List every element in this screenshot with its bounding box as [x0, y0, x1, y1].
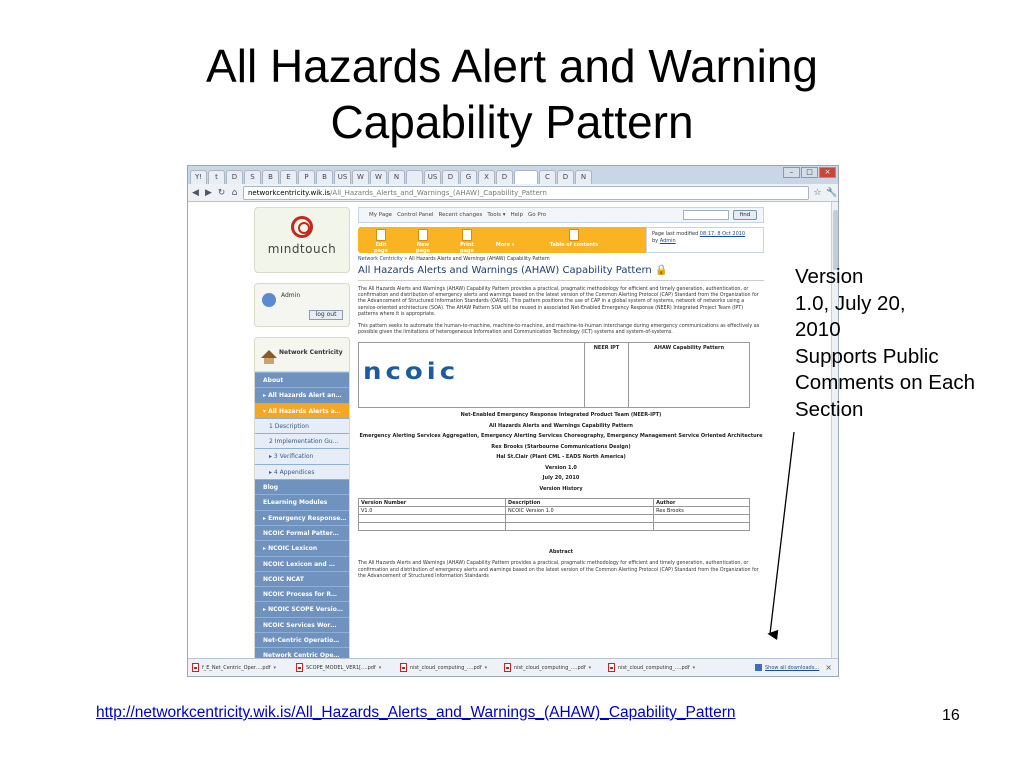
- download-menu-caret-icon[interactable]: ▾: [588, 664, 592, 671]
- page-title: [358, 265, 764, 281]
- top-nav-item[interactable]: My Page: [369, 212, 393, 218]
- sidebar-item[interactable]: ▸ All Hazards Alert an…: [255, 387, 349, 402]
- browser-tab[interactable]: D: [442, 170, 459, 184]
- version-table-body: [359, 507, 750, 531]
- callout-line: 2010: [795, 318, 841, 341]
- header-table: [358, 342, 750, 408]
- sidebar-item[interactable]: About: [255, 372, 349, 387]
- callout-arrow: [760, 430, 800, 645]
- find-button[interactable]: find: [733, 210, 757, 220]
- download-menu-caret-icon[interactable]: ▾: [378, 664, 382, 671]
- version-history-table: [358, 498, 750, 531]
- download-item-label: nist_cloud_computing_….pdf: [410, 664, 482, 671]
- header-col-ahaw: AHAW Capability Pattern: [653, 345, 725, 352]
- browser-tab[interactable]: W: [370, 170, 387, 184]
- logout-button[interactable]: log out: [309, 310, 343, 320]
- download-menu-caret-icon[interactable]: ▾: [692, 664, 696, 671]
- callout-line: Section: [795, 397, 864, 421]
- browser-tab[interactable]: G: [460, 170, 477, 184]
- table-cell: NCOIC Version 1.0: [506, 507, 654, 515]
- scrollbar-thumb[interactable]: [833, 210, 838, 270]
- minimize-icon[interactable]: –: [783, 167, 800, 178]
- new-page-label: New page: [416, 242, 430, 254]
- download-item-label: SCOPE_MODEL_VER1[….pdf: [306, 664, 376, 671]
- main-content: [358, 207, 764, 657]
- table-cell: [359, 523, 506, 531]
- browser-tab[interactable]: D: [226, 170, 243, 184]
- download-item[interactable]: [192, 662, 290, 674]
- new-page-button[interactable]: [410, 229, 436, 254]
- sidebar-item[interactable]: NCOIC Lexicon and …: [255, 556, 349, 571]
- table-cell: [506, 515, 654, 523]
- table-cell: V1.0: [359, 507, 506, 515]
- edit-page-label: Edit page: [374, 242, 388, 254]
- page-title-text: All Hazards Alerts and Warnings (AHAW) Capability Pattern: [358, 265, 652, 276]
- browser-tab[interactable]: D: [557, 170, 574, 184]
- callout-line: Supports Public: [795, 344, 939, 368]
- download-item[interactable]: [608, 662, 706, 674]
- back-icon[interactable]: ◀: [192, 187, 199, 198]
- sidebar-item[interactable]: NCOIC Services Wor…: [255, 617, 349, 632]
- breadcrumb: Network Centricity » All Hazards Alerts and Warnings (AHAW) Capability Pattern: [358, 257, 550, 262]
- sidebar-item[interactable]: ▸ 3 Verification: [255, 448, 349, 463]
- sidebar-home-label: Network Centricity: [279, 349, 343, 356]
- wrench-icon[interactable]: 🔧: [826, 187, 838, 198]
- sidebar-item[interactable]: NCOIC Formal Patter…: [255, 525, 349, 540]
- user-panel: [254, 283, 350, 327]
- sidebar-item[interactable]: Blog: [255, 479, 349, 494]
- ncoic-logo: ncoic: [363, 358, 460, 386]
- pdf-file-icon: [400, 663, 407, 672]
- download-item-label: nist_cloud_computing_….pdf: [514, 664, 586, 671]
- toc-label: Table of contents: [549, 242, 599, 248]
- home-icon[interactable]: ⌂: [231, 187, 238, 198]
- sidebar-nav: [254, 337, 350, 658]
- title-block-line: Version 1.0: [545, 464, 577, 471]
- browser-tab[interactable]: [406, 170, 423, 184]
- table-row: [359, 507, 750, 515]
- sidebar-item[interactable]: ▸ 4 Appendices: [255, 464, 349, 479]
- breadcrumb-current: All Hazards Alerts and Warnings (AHAW) Capability Pattern: [408, 257, 550, 262]
- breadcrumb-root[interactable]: Network Centricity: [358, 257, 403, 262]
- title-block-line: Rex Brooks (Starbourne Communications Design): [491, 443, 631, 450]
- maximize-icon[interactable]: □: [801, 167, 818, 178]
- url-path: /All_Hazards_Alerts_and_Warnings_(AHAW)_Capability_Pattern: [330, 188, 547, 197]
- by-prefix: by: [652, 238, 659, 244]
- table-cell: [654, 515, 750, 523]
- modified-prefix: Page last modified: [652, 231, 699, 237]
- top-nav-item[interactable]: Tools ▾: [487, 212, 506, 218]
- callout-line: 1.0, July 20,: [795, 291, 906, 315]
- user-icon: [262, 293, 276, 307]
- search-input[interactable]: [683, 210, 729, 220]
- sidebar-item[interactable]: ▸ NCOIC Lexicon: [255, 540, 349, 555]
- download-arrow-icon: [755, 664, 762, 671]
- download-menu-caret-icon[interactable]: ▾: [484, 664, 488, 671]
- browser-tab[interactable]: C: [539, 170, 556, 184]
- show-all-downloads-link[interactable]: [755, 664, 819, 671]
- title-block-line: Emergency Alerting Services Aggregation, Emergency Alerting Services Choreography, Emergency Management Service Oriented Architecture: [359, 433, 763, 440]
- slide-number: 16: [942, 707, 960, 724]
- browser-tab[interactable]: N: [575, 170, 592, 184]
- browser-tab[interactable]: X: [478, 170, 495, 184]
- pdf-file-icon: [608, 663, 615, 672]
- modified-by-link[interactable]: Admin: [659, 238, 676, 244]
- table-row: [359, 523, 750, 531]
- house-icon: [261, 350, 277, 358]
- new-page-icon: [418, 229, 428, 241]
- browser-tab[interactable]: E: [280, 170, 297, 184]
- sidebar-home[interactable]: [255, 338, 349, 372]
- browser-tab[interactable]: [514, 170, 538, 184]
- page-toolbar: [358, 227, 764, 253]
- downloads-close-icon[interactable]: ×: [825, 663, 832, 672]
- slide-title-line2: Capability Pattern: [330, 96, 694, 148]
- title-block-line: All Hazards Alerts and Warnings Capability Pattern: [489, 422, 633, 429]
- title-block-line: July 20, 2010: [542, 475, 580, 482]
- bookmark-star-icon[interactable]: ☆: [813, 187, 822, 198]
- edit-icon: [376, 229, 386, 241]
- print-icon: [462, 229, 472, 241]
- sidebar-item[interactable]: Network Centric Ope…: [255, 647, 349, 658]
- callout-line: Version: [795, 265, 864, 288]
- pdf-file-icon: [504, 663, 511, 672]
- sidebar-item[interactable]: Net-Centric Operatio…: [255, 632, 349, 647]
- mindtouch-logo-icon: [291, 216, 313, 238]
- sidebar-item[interactable]: NCOIC Process for R…: [255, 586, 349, 601]
- sidebar-item[interactable]: ▸ NCOIC SCOPE Versio…: [255, 601, 349, 616]
- house-body: [264, 358, 274, 364]
- downloads-bar: [188, 658, 838, 676]
- top-nav-item[interactable]: Recent changes: [438, 212, 483, 218]
- sidebar-item[interactable]: ▾ All Hazards Alerts a…: [255, 403, 349, 418]
- pdf-file-icon: [192, 663, 199, 672]
- version-callout: [795, 264, 1024, 423]
- url-host: networkcentricity.wik.is: [248, 188, 331, 197]
- mindtouch-logo-text: mındtouch: [267, 242, 337, 256]
- ncoic-logo-cell: [359, 343, 585, 407]
- download-menu-caret-icon[interactable]: ▾: [273, 664, 277, 671]
- table-cell: [654, 523, 750, 531]
- browser-tab[interactable]: US: [424, 170, 441, 184]
- top-nav: [358, 207, 764, 223]
- browser-tab[interactable]: B: [316, 170, 333, 184]
- sidebar-item[interactable]: ELearning Modules: [255, 494, 349, 509]
- table-row: [359, 515, 750, 523]
- top-nav-item[interactable]: Go Pro: [528, 212, 547, 218]
- slide-title-line1: All Hazards Alert and Warning: [206, 40, 818, 92]
- intro-paragraph: The All Hazards Alerts and Warnings (AHAW) Capability Pattern provides a practical, pragmatic methodology for efficient and timely generation, authentication, or confirmation and distribution of emergency alerts and warnings based on the latest version of the Common Alerting Protocol (CAP) Standard from the Organization for the Advancement of Structured Information Standards (OASIS). This pattern positions the use of CAP in a global system of systems, network of networks using a service-oriented architecture (SOA). The AHAW Pattern SOA will be reused in associated Net-Enabled Emergency Response (NEER) Integrated Project Team (IPT) patterns where it is appropriate.: [358, 287, 759, 317]
- browser-tab[interactable]: W: [352, 170, 369, 184]
- browser-tab[interactable]: S: [244, 170, 261, 184]
- mindtouch-logo[interactable]: [254, 207, 350, 273]
- abstract-title: Abstract: [548, 549, 573, 556]
- browser-tab[interactable]: US: [334, 170, 351, 184]
- browser-tab[interactable]: t: [208, 170, 225, 184]
- source-url-link[interactable]: http://networkcentricity.wik.is/All_Hazards_Alerts_and_Warnings_(AHAW)_Capability_Pattern: [96, 704, 736, 721]
- sidebar-item[interactable]: 2 Implementation Gu…: [255, 433, 349, 448]
- second-paragraph: This pattern seeks to automate the human-to-machine, machine-to-machine, and machine-to-human interchange during emergency communications as effectively as possible given the limitations of heterogeneous Information and Communication Technology (ICT) systems and system-of-systems.: [358, 324, 760, 336]
- print-page-button[interactable]: [454, 229, 480, 254]
- window-controls: [783, 167, 836, 178]
- browser-tab[interactable]: D: [496, 170, 513, 184]
- toc-button[interactable]: [544, 229, 604, 248]
- table-cell: [506, 523, 654, 531]
- browser-tabstrip: [188, 166, 838, 184]
- browser-tab[interactable]: P: [298, 170, 315, 184]
- print-page-label: Print page: [460, 242, 474, 254]
- slide-title: [0, 38, 1024, 150]
- show-all-downloads-label: Show all downloads…: [765, 664, 820, 671]
- browser-screenshot: [187, 165, 839, 677]
- abstract-paragraph: The All Hazards Alerts and Warnings (AHAW) Capability Pattern provides a practical, pragmatic methodology for efficient and timely generation, authentication, or confirmation and distribution of emergency alerts and warnings based on the latest version of the Common Alerting Protocol (CAP) Standard from the Organization for the Advancement of Structured Information Standards: [358, 561, 759, 579]
- version-table-header-cell: Version Number: [359, 499, 506, 507]
- download-item[interactable]: [296, 662, 394, 674]
- download-item-label: f_E_Net_Centric_Oper….pdf: [202, 664, 271, 671]
- modified-date-link[interactable]: 08:17, 8 Oct 2010: [699, 231, 746, 237]
- browser-tab[interactable]: N: [388, 170, 405, 184]
- download-item-label: nist_cloud_computing_….pdf: [618, 664, 690, 671]
- browser-tab[interactable]: Y!: [190, 170, 207, 184]
- table-cell: [359, 515, 506, 523]
- version-table-header-cell: Author: [654, 499, 750, 507]
- user-name[interactable]: Admin: [281, 292, 301, 299]
- sidebar: [254, 207, 350, 657]
- lock-icon[interactable]: 🔒: [654, 265, 668, 276]
- sidebar-item[interactable]: 1 Description: [255, 418, 349, 433]
- version-table-header: [359, 499, 750, 507]
- toc-icon: [569, 229, 579, 241]
- address-bar: [188, 184, 838, 202]
- download-item[interactable]: [400, 662, 498, 674]
- title-block-line: Net-Enabled Emergency Response Integrated Product Team (NEER-IPT): [460, 412, 662, 419]
- close-icon[interactable]: ×: [819, 167, 836, 178]
- download-item[interactable]: [504, 662, 602, 674]
- more-button[interactable]: [492, 229, 518, 248]
- more-label: More ▾: [495, 242, 515, 248]
- sidebar-item[interactable]: NCOIC NCAT: [255, 571, 349, 586]
- edit-page-button[interactable]: [368, 229, 394, 254]
- version-table-header-cell: Description: [506, 499, 654, 507]
- browser-tab[interactable]: B: [262, 170, 279, 184]
- table-cell: Rex Brooks: [654, 507, 750, 515]
- forward-icon[interactable]: ▶: [205, 187, 212, 198]
- title-block-line: Version History: [539, 485, 583, 492]
- sidebar-item[interactable]: ▸ Emergency Response…: [255, 510, 349, 525]
- pdf-file-icon: [296, 663, 303, 672]
- sidebar-items: [255, 372, 349, 658]
- reload-icon[interactable]: ↻: [217, 187, 226, 198]
- header-col-neer: NEER IPT: [585, 343, 629, 407]
- page-info: [646, 227, 764, 253]
- title-block-line: Hal St.Clair (Plant CML - EADS North America): [496, 454, 626, 461]
- title-block: [358, 412, 764, 492]
- url-field[interactable]: [243, 186, 809, 200]
- callout-line: Comments on Each: [795, 371, 976, 394]
- top-nav-item[interactable]: Help: [510, 212, 524, 218]
- top-nav-item[interactable]: Control Panel: [397, 212, 434, 218]
- page-viewport: [188, 202, 838, 658]
